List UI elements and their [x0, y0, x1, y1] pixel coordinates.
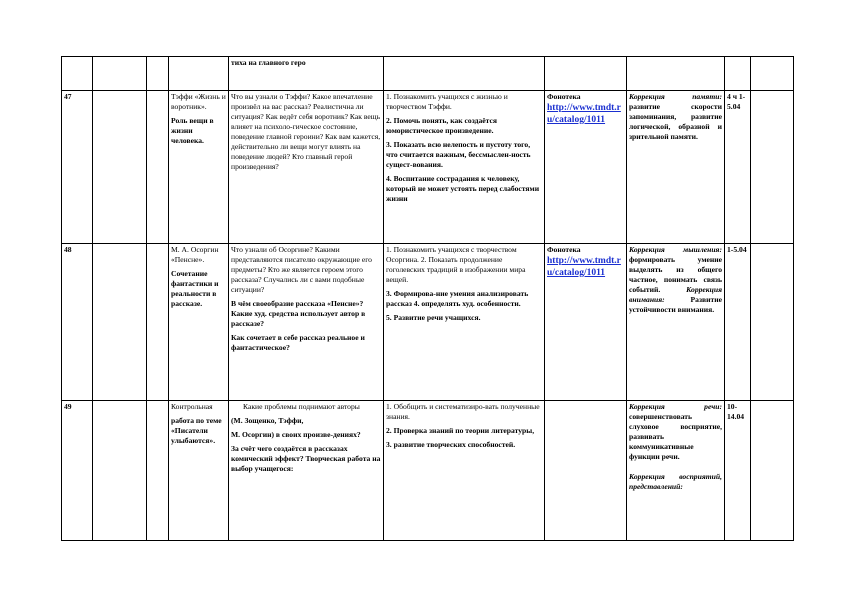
table-row: [62, 244, 794, 401]
goal-item: 1. Познакомить учащихся с жизнью и творчеством Тэффи.: [386, 92, 508, 111]
correction-cell: [627, 244, 725, 401]
resources-cell: [545, 91, 627, 244]
cell-empty: [93, 91, 147, 244]
resource-label: Фонотека: [547, 92, 581, 101]
cell-empty: [93, 244, 147, 401]
lesson-title-cell: [169, 401, 229, 541]
lesson-title-cell: [169, 91, 229, 244]
date-cell: 4 ч 1-5.04: [725, 91, 751, 244]
lesson-subtitle: Сочетание фантастики и реальности в рассказе.: [171, 269, 219, 308]
correction-text: Развитие устойчивости внимания.: [629, 295, 722, 314]
cell-empty: [751, 401, 794, 541]
topic-text: тиха на главного геро: [231, 58, 306, 67]
goals-cell: [384, 91, 545, 244]
goal-item: 4. Воспитание сострадания к человеку, который не может устоять перед слабостями жизни: [386, 174, 540, 203]
question-item: Что узнали об Осоргине? Какими представляются писателю окружающие его предметы? Кто же является героем этого рассказа? Случались ли с вами подобные ситуации?: [231, 245, 372, 294]
topic-cell: [229, 57, 384, 91]
goal-item: 1. Обобщить и систематизиро-вать полученные знания.: [386, 402, 540, 421]
lesson-subtitle: Роль вещи в жизни человека.: [171, 116, 214, 145]
cell-empty: [751, 57, 794, 91]
question-item: За счёт чего создаётся в рассказах комический эффект? Творческая работа на выбор учащегося:: [231, 444, 381, 473]
cell-empty: [93, 401, 147, 541]
correction-label: Коррекция внимания:: [629, 285, 722, 304]
correction-label: Коррекция речи:: [629, 402, 722, 411]
spacer: [629, 462, 722, 472]
resource-link[interactable]: http://www.tmdt.ru/catalog/1011: [547, 103, 621, 125]
cell-empty: [751, 91, 794, 244]
table-row: [62, 401, 794, 541]
goal-item: 2. Помочь понять, как создаётся юмористическое произведение.: [386, 116, 497, 135]
table-row: [62, 91, 794, 244]
question-item: (М. Зощенко, Тэффи,: [231, 416, 304, 425]
cell-empty: [147, 401, 169, 541]
cell-empty: [169, 57, 229, 91]
lesson-number: 49: [62, 401, 93, 541]
resource-link[interactable]: http://www.tmdt.ru/catalog/1011: [547, 256, 621, 278]
correction-text: развитие скорости запоминания, развитие логической, образной и зрительной памяти.: [629, 102, 722, 141]
cell-empty: [147, 244, 169, 401]
questions-cell: [229, 91, 384, 244]
cell-empty: [751, 244, 794, 401]
question-item: Какие проблемы поднимают авторы: [243, 402, 360, 411]
question-item: В чём своеобразие рассказа «Пенсне»? Какие худ. средства использует автор в рассказе?: [231, 299, 366, 328]
cell-empty: [545, 57, 627, 91]
cell-empty: [545, 401, 627, 541]
lesson-number: 48: [62, 244, 93, 401]
correction-label: Коррекция восприятий, представлений:: [629, 472, 722, 491]
resource-label: Фонотека: [547, 245, 581, 254]
correction-text: формировать умение выделять из общего частное, понимать связь событий.: [629, 255, 722, 294]
cell-empty: [627, 57, 725, 91]
goals-cell: [384, 401, 545, 541]
cell-empty: [725, 57, 751, 91]
cell-empty: [62, 57, 93, 91]
correction-label: Коррекция памяти:: [629, 92, 722, 101]
lesson-title-cell: [169, 244, 229, 401]
goal-item: 2. Проверка знаний по теории литературы,: [386, 426, 535, 435]
goals-cell: [384, 244, 545, 401]
date-cell: 1-5.04: [725, 244, 751, 401]
lesson-plan-table: [61, 56, 794, 541]
correction-text: совершенствовать слуховое восприятие, развивать коммуникативные функции речи.: [629, 412, 722, 461]
cell-empty: [93, 57, 147, 91]
goal-item: 3. Формирова-ние умения анализировать рассказ 4. определять худ. особенности.: [386, 289, 529, 308]
correction-cell: [627, 91, 725, 244]
lesson-subtitle: работа по теме «Писатели улыбаются».: [171, 416, 222, 445]
resources-cell: [545, 244, 627, 401]
correction-cell: [627, 401, 725, 541]
questions-text: Что вы узнали о Тэффи? Какое впечатление произвёл на вас рассказ? Реалистична ли ситуация? Как ведёт себя воротник? Как вещь влияет на психоло-гическое состояние, поведение главной героини? Как вам кажется, действительно ли вещи могут влиять на поведение людей? Кто главный герой произведения?: [231, 92, 381, 171]
questions-cell: [229, 244, 384, 401]
questions-cell: [229, 401, 384, 541]
goal-item: 1. Познакомить учащихся с творчеством Осоргина. 2. Показать продолжение гоголевских традиций в изображении мира вещей.: [386, 245, 526, 284]
cell-empty: [147, 91, 169, 244]
goal-item: 3. развитие творческих способностей.: [386, 440, 516, 449]
question-item: Как сочетает в себе рассказ реальное и фантастическое?: [231, 333, 365, 352]
table-row: [62, 57, 794, 91]
cell-empty: [384, 57, 545, 91]
goal-item: 3. Показать всю нелепость и пустоту того, что считается важным, бессмыслен-ность сущест-вования.: [386, 140, 531, 169]
date-cell: 10-14.04: [725, 401, 751, 541]
lesson-title: М. А. Осоргин «Пенсне».: [171, 245, 219, 264]
lesson-title: Контрольная: [171, 402, 213, 411]
question-item: М. Осоргин) в своих произве-дениях?: [231, 430, 361, 439]
cell-empty: [147, 57, 169, 91]
goal-item: 5. Развитие речи учащихся.: [386, 313, 481, 322]
correction-label: Коррекция мышления:: [629, 245, 722, 254]
lesson-number: 47: [62, 91, 93, 244]
lesson-title: Тэффи «Жизнь и воротник».: [171, 92, 226, 111]
